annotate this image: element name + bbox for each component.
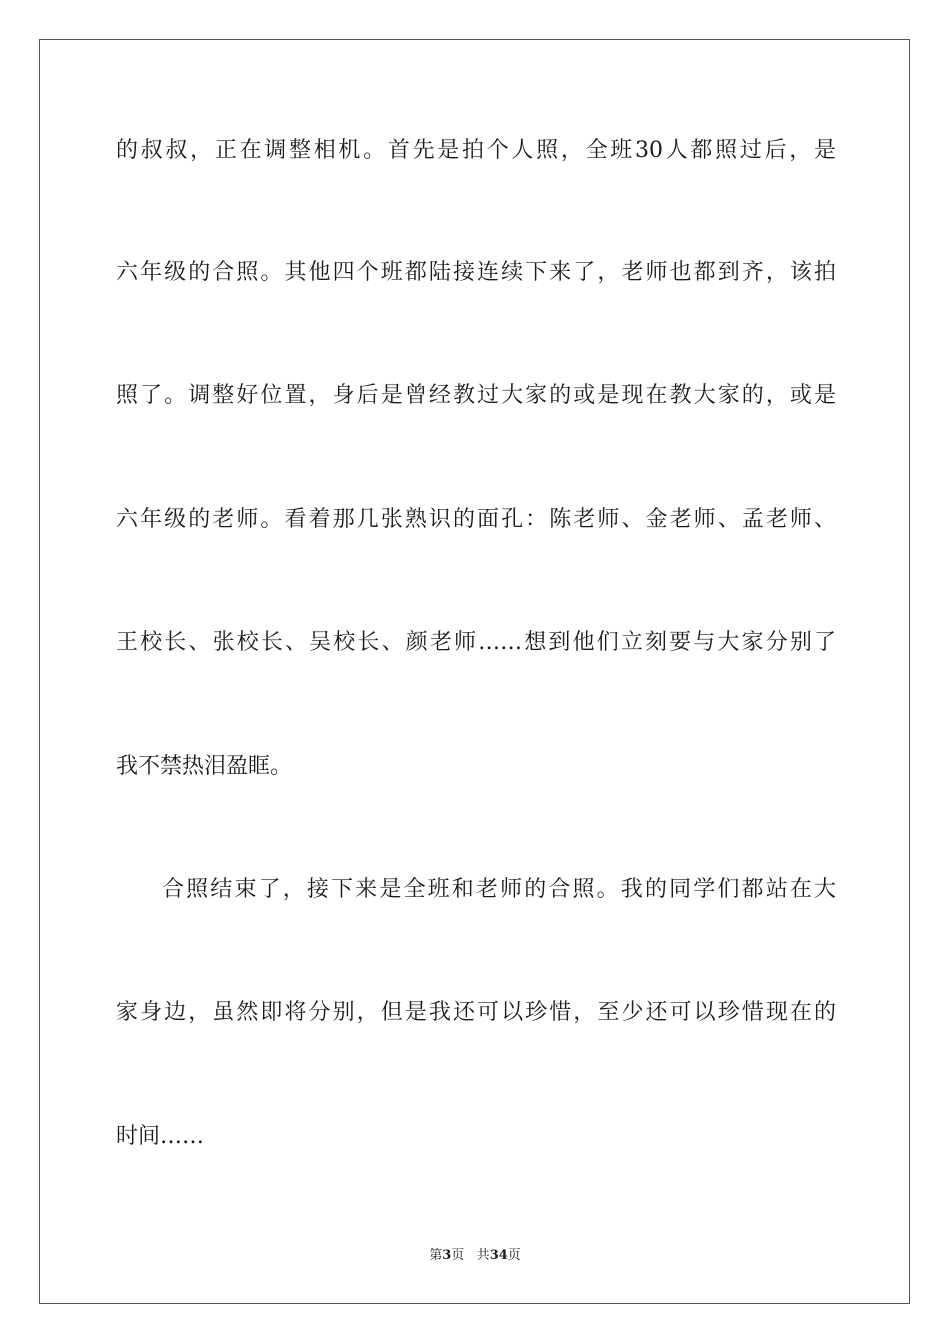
page-border: [39, 39, 910, 1304]
text-line: 六年级的老师。看着那几张熟识的面孔：陈老师、金老师、孟老师、: [116, 507, 836, 532]
text-line: 我不禁热泪盈眶。: [116, 754, 293, 779]
text-line: 家身边，虽然即将分别，但是我还可以珍惜，至少还可以珍惜现在的: [116, 1000, 836, 1025]
footer-page-unit: 页: [451, 1248, 465, 1263]
footer-total-pages: 34: [489, 1248, 508, 1263]
footer-total-unit: 页: [507, 1248, 521, 1263]
text-line: 时间……: [116, 1124, 205, 1149]
text-line: 照了。调整好位置，身后是曾经教过大家的或是现在教大家的，或是: [116, 383, 836, 408]
text-line: 六年级的合照。其他四个班都陆接连续下来了，老师也都到齐，该拍: [116, 260, 836, 285]
text-content: 合照结束了，接下来是全班和老师的合照。我的同学们都站在大: [162, 877, 836, 902]
footer-total-prefix: 共: [476, 1248, 490, 1263]
footer-page-number: 3: [442, 1248, 452, 1263]
text-line: 王校长、张校长、吴校长、颜老师……想到他们立刻要与大家分别了: [116, 630, 836, 655]
page-footer: [0, 1247, 950, 1265]
footer-prefix: 第: [429, 1248, 443, 1263]
text-line: 的叔叔，正在调整相机。首先是拍个人照，全班30人都照过后，是: [116, 138, 836, 163]
text-line-indented: [116, 875, 836, 905]
